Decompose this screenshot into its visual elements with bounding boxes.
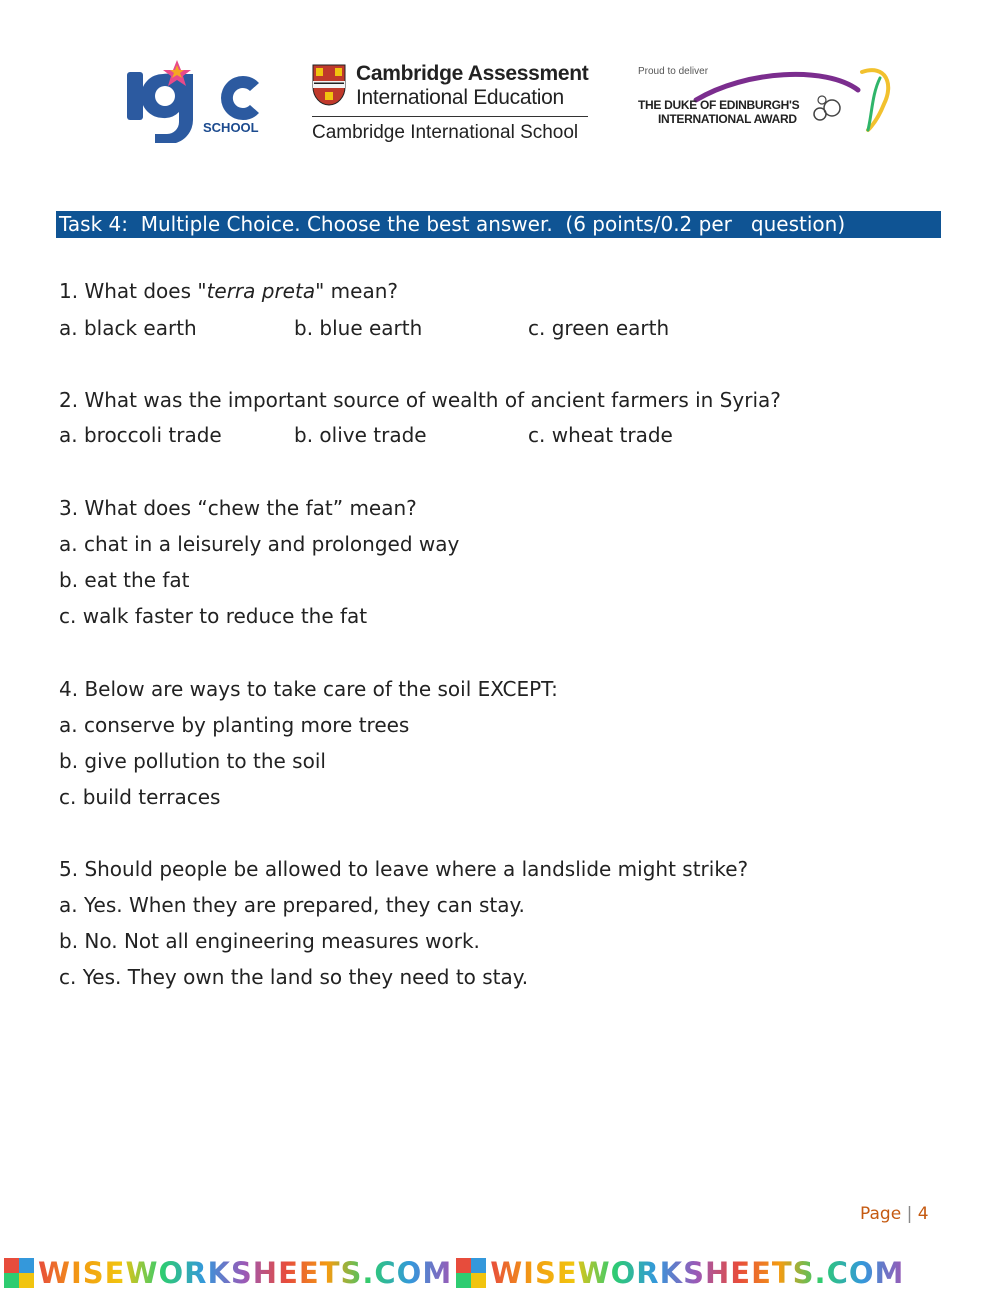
cambridge-school-label: Cambridge International School <box>312 122 579 143</box>
task-heading: Task 4: Multiple Choice. Choose the best answer. (6 points/0.2 per question) <box>56 211 941 238</box>
question-5-option-b[interactable]: b. No. Not all engineering measures work. <box>59 929 480 953</box>
question-1-option-a[interactable]: a. black earth <box>59 316 197 340</box>
question-4-option-b[interactable]: b. give pollution to the soil <box>59 749 326 773</box>
doe-title: THE DUKE OF EDINBURGH'S <box>638 98 800 112</box>
page-label: Page <box>860 1204 902 1224</box>
question-3-option-b[interactable]: b. eat the fat <box>59 568 190 592</box>
watermark-banner <box>0 1254 1000 1291</box>
watermark-logo-icon <box>4 1258 34 1288</box>
question-3-option-a[interactable]: a. chat in a leisurely and prolonged way <box>59 532 460 556</box>
igc-school-sub: SCHOOL <box>203 120 259 135</box>
question-4-prompt: 4. Below are ways to take care of the soil EXCEPT: <box>59 677 558 701</box>
question-2-option-b[interactable]: b. olive trade <box>294 423 427 447</box>
cambridge-divider <box>312 116 588 117</box>
question-1-italic-term: terra preta <box>206 279 316 303</box>
question-5-prompt: 5. Should people be allowed to leave where a landslide might strike? <box>59 857 749 881</box>
page-separator: | <box>906 1204 913 1224</box>
duke-of-edinburgh-logo <box>636 64 896 139</box>
question-1-option-b[interactable]: b. blue earth <box>294 316 423 340</box>
watermark-text: WISEWORKSHEETS.COM <box>490 1255 905 1290</box>
question-2-option-a[interactable]: a. broccoli trade <box>59 423 222 447</box>
page-number-value: 4 <box>917 1204 929 1224</box>
question-1-prompt <box>59 279 398 303</box>
question-3-option-c[interactable]: c. walk faster to reduce the fat <box>59 604 368 628</box>
cambridge-subtitle: International Education <box>356 86 564 109</box>
cambridge-title: Cambridge Assessment <box>356 62 589 85</box>
question-1-prefix: 1. What does " <box>59 279 207 303</box>
page-number <box>860 1204 929 1224</box>
question-1-suffix: " mean? <box>315 279 398 303</box>
watermark-1 <box>4 1256 452 1290</box>
question-5-option-a[interactable]: a. Yes. When they are prepared, they can stay. <box>59 893 525 917</box>
cambridge-shield-icon <box>312 64 346 106</box>
cambridge-logo <box>312 62 592 152</box>
question-4-option-c[interactable]: c. build terraces <box>59 785 221 809</box>
igc-school-logo <box>125 58 270 143</box>
igc-logo-icon <box>125 58 270 143</box>
question-2-option-c[interactable]: c. wheat trade <box>528 423 673 447</box>
question-5-option-c[interactable]: c. Yes. They own the land so they need to stay. <box>59 965 529 989</box>
question-4-option-a[interactable]: a. conserve by planting more trees <box>59 713 410 737</box>
watermark-text: WISEWORKSHEETS.COM <box>38 1255 453 1290</box>
watermark-logo-icon <box>456 1258 486 1288</box>
doe-tagline: Proud to deliver <box>638 66 709 77</box>
question-2-prompt: 2. What was the important source of wealth of ancient farmers in Syria? <box>59 388 781 412</box>
question-3-prompt: 3. What does “chew the fat” mean? <box>59 496 417 520</box>
question-1-option-c[interactable]: c. green earth <box>528 316 670 340</box>
doe-subtitle: INTERNATIONAL AWARD <box>658 112 797 126</box>
watermark-2 <box>456 1256 904 1290</box>
